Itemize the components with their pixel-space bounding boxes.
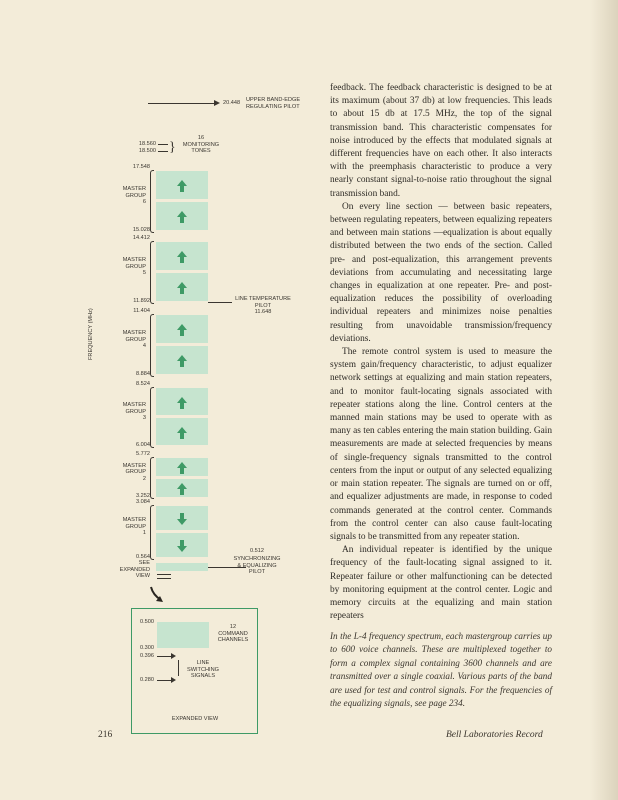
sync-pilot-band (156, 563, 208, 571)
group-bracket (150, 505, 154, 560)
group-bracket (150, 241, 154, 304)
group-top-freq: 8.524 (136, 381, 150, 387)
monitor-brace: } (169, 140, 176, 155)
page-number: 216 (98, 730, 113, 740)
expanded-freq-mid2: 0.396 (140, 653, 154, 659)
group-bottom-freq: 11.892 (133, 298, 150, 304)
upper-pilot-arrowhead (214, 100, 220, 106)
group-label: MASTER GROUP 2 (122, 462, 146, 482)
up-arrow-icon (177, 323, 187, 341)
upper-pilot-arrow (148, 103, 216, 104)
monitor-label: 16 MONITORING TONES (182, 135, 220, 155)
group-bracket (150, 387, 154, 448)
expanded-view-title: EXPANDED VIEW (171, 716, 219, 722)
group-label: MASTER GROUP 5 (122, 257, 146, 277)
group-top-freq: 14.412 (132, 235, 150, 241)
group-bottom-freq: 0.564 (136, 554, 150, 560)
expanded-pointer-1 (157, 574, 171, 575)
upper-pilot-freq: 20.448 (223, 100, 241, 106)
up-arrow-icon (177, 461, 187, 479)
up-arrow-icon (177, 210, 187, 228)
monitor-freq-1: 18.560 (138, 141, 156, 147)
up-arrow-icon (177, 426, 187, 444)
up-arrow-icon (177, 179, 187, 197)
journal-title: Bell Laboratories Record (446, 730, 543, 740)
body-paragraph-2: On every line section — between basic repeaters, between regulating repeaters, between equalizing repeaters and between main stations —equalization is about equally distributed between the two ends of the section. Called pre- and post-equalization, this arrangement prevents deviations from accumulating and necessitating large changes in equalization at one repeater. Pre- and post-equalization reduces the possibility of overloading individual repeaters and minimizes noise penalties resulting from unavoidable transmission/frequency deviations. (330, 201, 552, 344)
group-top-freq: 17.548 (132, 164, 150, 170)
body-text-column (330, 82, 552, 623)
group-top-freq: 5.772 (136, 451, 150, 457)
group-bracket (150, 314, 154, 377)
monitor-freq-2: 18.500 (138, 148, 156, 154)
group-bracket (150, 170, 154, 233)
expanded-freq-mid1: 0.300 (140, 645, 154, 651)
group-bottom-freq: 15.028 (132, 227, 150, 233)
monitor-arrow-1 (158, 144, 168, 145)
group-label: MASTER GROUP 1 (122, 517, 146, 537)
command-channels-band (157, 622, 209, 648)
y-axis-label: FREQUENCY (MHz) (88, 308, 94, 360)
switching-signals-label: LINE SWITCHING SIGNALS (186, 660, 219, 680)
expanded-pointer-2 (157, 578, 171, 579)
up-arrow-icon (177, 250, 187, 268)
up-arrow-icon (177, 281, 187, 299)
switch-arrow-2-head (171, 677, 176, 683)
figure-caption: In the L-4 frequency spectrum, each mastergroup carries up to 600 voice channels. These are multiplexed together to form a complex signal containing 3600 channels and are transmitted over a single coaxial. Various parts of the band are used for test and control signals. For the frequencies of the equalizing signals, see page 234. (330, 631, 552, 709)
command-channels-label: 12 COMMAND CHANNELS (217, 624, 249, 644)
group-bottom-freq: 3.252 (136, 493, 150, 499)
group-top-freq: 3.084 (136, 499, 150, 505)
down-arrow-icon (177, 539, 187, 557)
sync-pilot-freq: 0.512 (250, 548, 264, 554)
group-bottom-freq: 6.004 (136, 442, 150, 448)
expanded-curve-arrow (148, 585, 168, 605)
group-bracket (150, 457, 154, 499)
line-temp-label: LINE TEMPERATURE PILOT (235, 296, 291, 309)
up-arrow-icon (177, 396, 187, 414)
page-edge-shadow (590, 0, 618, 800)
switch-arrow-1-head (171, 653, 176, 659)
group-label: MASTER GROUP 3 (122, 402, 146, 422)
up-arrow-icon (177, 354, 187, 372)
expanded-freq-bot: 0.280 (140, 677, 154, 683)
body-paragraph-4: An individual repeater is identified by the unique frequency of the fault-locating signal assigned to it. Repeater failure or other malfunctioning can be detected by monitoring equipment at the control center. Logic and memory circuits at the equalizing and main station repeaters (330, 545, 552, 622)
switch-bracket (178, 660, 179, 676)
body-paragraph-3: The remote control system is used to measure the system gain/frequency characteristic, to adjust equalizer network settings at equalizing and main station repeaters, and to monitor fault-locating signals associated with repeater stations along the line. Control centers at the manned main stations may be used to operate with as many as ten cables entering the main station building. Gain measurements are made at selected frequencies by means of single-frequency signals transmitted to the control centers from the input or output of any selected equalizing or main station repeater. The signals are turned on or off, and equalizer adjustments are made, in response to coded commands generated at the control center. Commands from the control center can also cause fault-locating signals to be transmitted from any repeater station. (330, 347, 552, 542)
sync-pilot-label: SYNCHRONIZING & EQUALIZING PILOT (233, 556, 281, 576)
group-label: MASTER GROUP 6 (122, 186, 146, 206)
line-temp-freq: 11.648 (254, 309, 272, 315)
see-expanded-label: SEE EXPANDED VIEW (119, 560, 150, 580)
upper-pilot-label: UPPER BAND-EDGE REGULATING PILOT (246, 97, 301, 110)
group-top-freq: 11.404 (133, 308, 150, 314)
body-paragraph-1: feedback. The feedback characteristic is designed to be at its maximum (about 37 db) at low frequencies. This leads to about 15 db at 17.5 MHz, the top of the signal transmission band. This characteristic compensates for noise introduced by the effects that modulated signals at different frequencies have on each other. It also interacts with the preemphasis characteristic to produce a very nearly constant signal-to-noise ratio throughout the signal transmission band. (330, 83, 552, 199)
expanded-freq-top: 0.500 (140, 619, 154, 625)
down-arrow-icon (177, 512, 187, 530)
up-arrow-icon (177, 482, 187, 500)
group-label: MASTER GROUP 4 (122, 330, 146, 350)
monitor-arrow-2 (158, 151, 168, 152)
group-bottom-freq: 8.884 (136, 371, 150, 377)
